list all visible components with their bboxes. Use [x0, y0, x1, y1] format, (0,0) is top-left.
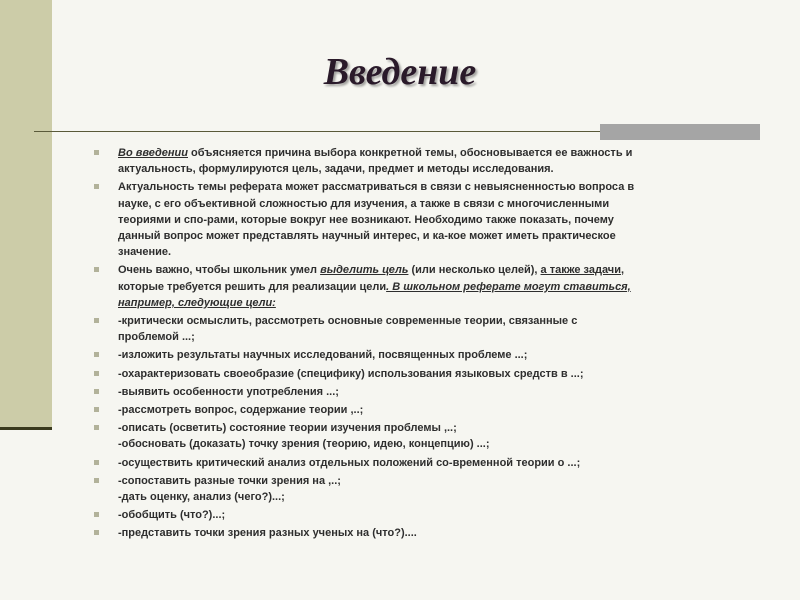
paragraph-line	[118, 455, 752, 471]
text-run: проблемой ...;	[118, 331, 195, 344]
paragraph-line	[118, 295, 752, 311]
bullet-marker-icon	[94, 478, 99, 483]
bullet-marker-icon	[94, 371, 99, 376]
bullet-paragraph	[92, 525, 752, 541]
bullet-marker-icon	[94, 425, 99, 430]
bullet-paragraph	[92, 366, 752, 382]
slide-body	[92, 145, 752, 544]
text-run: Очень важно, чтобы школьник умел	[118, 264, 321, 277]
bullet-marker-icon	[94, 530, 99, 535]
text-run: -осуществить критический анализ отдельных положений со-временной теории о ...;	[118, 456, 581, 469]
text-run: -сопоставить разные точки зрения на ,..;	[118, 474, 341, 487]
text-run: науке, с его объективной сложностью для изучения, а также в связи с многочисленными	[118, 197, 610, 210]
bullet-paragraph	[92, 455, 752, 471]
bullet-marker-icon	[94, 184, 99, 189]
text-run: а также задачи	[540, 264, 621, 277]
paragraph-line	[118, 145, 752, 161]
paragraph-line	[118, 244, 752, 260]
paragraph-line	[118, 196, 752, 212]
bullet-paragraph	[92, 473, 752, 505]
text-run: -изложить результаты научных исследований, посвященных проблеме ...;	[118, 349, 528, 362]
text-run: -обобщить (что?)...;	[118, 509, 226, 522]
paragraph-line	[118, 228, 752, 244]
paragraph-line	[118, 420, 752, 436]
text-run: Актуальность темы реферата может рассматриваться в связи с невыясненностью вопроса в	[118, 181, 635, 194]
bullet-paragraph	[92, 507, 752, 523]
bullet-paragraph	[92, 179, 752, 260]
paragraph-line	[118, 473, 752, 489]
paragraph-line	[118, 384, 752, 400]
paragraph-line	[118, 402, 752, 418]
bullet-marker-icon	[94, 318, 99, 323]
slide-title: Введение	[323, 51, 477, 93]
bullet-paragraph	[92, 420, 752, 452]
bullet-paragraph	[92, 262, 752, 311]
paragraph-line	[118, 179, 752, 195]
text-run: данный вопрос может представлять научный интерес, и ка-кое может иметь практическое	[118, 230, 616, 243]
text-run: -представить точки зрения разных ученых на (что?)....	[118, 527, 417, 540]
text-run: значение.	[118, 246, 172, 259]
bullet-paragraph	[92, 145, 752, 177]
bullet-paragraph	[92, 313, 752, 345]
text-run: объясняется причина выбора конкретной темы, обосновывается ее важность и	[188, 147, 633, 159]
bullet-marker-icon	[94, 267, 99, 272]
paragraph-line	[118, 489, 752, 505]
text-run: теориями и спо-рами, которые вокруг нее возникают. Необходимо также показать, почему	[118, 213, 614, 226]
bullet-paragraph	[92, 384, 752, 400]
text-run: актуальность, формулируются цель, задачи, предмет и методы исследования.	[118, 163, 554, 176]
text-run: -охарактеризовать своеобразие (специфику) использования языковых средств в ...;	[118, 367, 584, 380]
text-run: которые требуется решить для реализации цели	[118, 280, 387, 293]
paragraph-line	[118, 212, 752, 228]
bullet-marker-icon	[94, 512, 99, 517]
text-run: например, следующие цели:	[118, 296, 276, 309]
bullet-marker-icon	[94, 389, 99, 394]
bullet-paragraph	[92, 347, 752, 363]
title-divider	[34, 131, 602, 132]
paragraph-line	[118, 279, 752, 295]
divider-accent-block	[600, 124, 760, 140]
paragraph-line	[118, 262, 752, 278]
text-run: -критически осмыслить, рассмотреть основные современные теории, связанные с	[118, 315, 578, 328]
text-run: -дать оценку, анализ (чего?)...;	[118, 491, 285, 504]
bullet-marker-icon	[94, 460, 99, 465]
paragraph-line	[118, 436, 752, 452]
text-run: -выявить особенности употребления ...;	[118, 385, 339, 398]
text-run: -описать (осветить) состояние теории изучения проблемы ,..;	[118, 422, 457, 435]
text-run: -обосновать (доказать) точку зрения (теорию, идею, концепцию) ...;	[118, 438, 490, 451]
text-run: (или несколько целей),	[408, 264, 541, 277]
paragraph-line	[118, 161, 752, 177]
text-run: ,	[620, 264, 625, 277]
left-accent-line	[0, 427, 52, 430]
text-run: -рассмотреть вопрос, содержание теории ,..;	[118, 404, 364, 417]
paragraph-line	[118, 313, 752, 329]
bullet-marker-icon	[94, 407, 99, 412]
bullet-paragraph	[92, 402, 752, 418]
paragraph-line	[118, 329, 752, 345]
paragraph-line	[118, 347, 752, 363]
bullet-marker-icon	[94, 150, 99, 155]
text-run: Во введении	[118, 147, 188, 159]
paragraph-line	[118, 366, 752, 382]
text-run: выделить цель	[320, 264, 409, 277]
paragraph-line	[118, 507, 752, 523]
paragraph-line	[118, 525, 752, 541]
bullet-marker-icon	[94, 352, 99, 357]
text-run: . В школьном реферате могут ставиться,	[386, 280, 631, 293]
